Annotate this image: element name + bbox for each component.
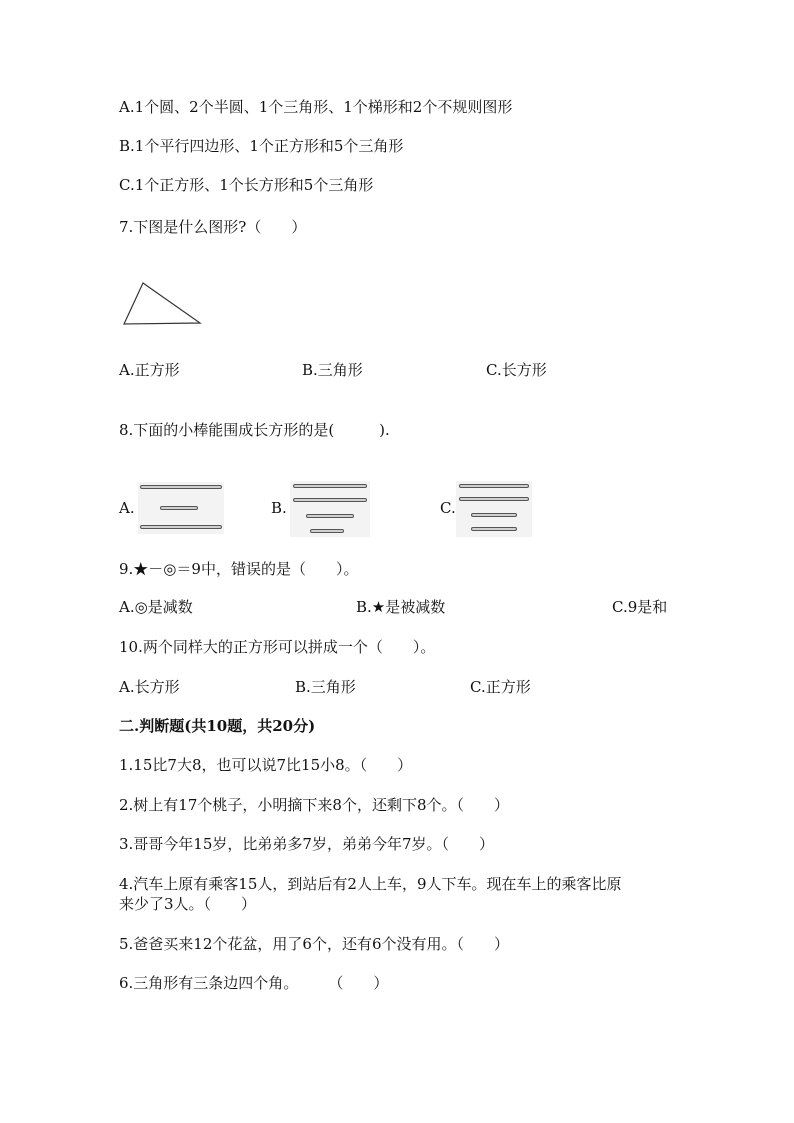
q9-option-b: B.★是被减数 [356, 598, 446, 616]
stick [471, 513, 517, 517]
q8-stem: 8.下面的小棒能围成长方形的是( ). [119, 421, 390, 439]
q7-stem: 7.下图是什么图形?（ ） [119, 218, 307, 236]
q10-option-c: C.正方形 [470, 678, 531, 696]
q9-option-a: A.◎是减数 [119, 598, 193, 616]
judge-item-4-line1: 4.汽车上原有乘客15人，到站后有2人上车，9人下车。现在车上的乘客比原 [119, 875, 622, 893]
sticks-group-c [456, 481, 532, 537]
stick [310, 529, 344, 533]
triangle-figure [118, 278, 208, 330]
q9-stem: 9.★－◎＝9中，错误的是（ ）。 [119, 560, 359, 578]
q7-option-a: A.正方形 [119, 361, 180, 379]
q8-label-a: A. [119, 499, 135, 517]
q7-option-b: B.三角形 [302, 361, 363, 379]
judge-item-2: 2.树上有17个桃子，小明摘下来8个，还剩下8个。（ ） [119, 796, 509, 814]
stick [293, 484, 367, 488]
stick [306, 514, 354, 518]
stick [140, 485, 222, 489]
q10-stem: 10.两个同样大的正方形可以拼成一个（ ）。 [119, 638, 436, 656]
stick [459, 484, 529, 488]
judge-item-5: 5.爸爸买来12个花盆，用了6个，还有6个没有用。（ ） [119, 935, 509, 953]
q6-option-b: B.1个平行四边形、1个正方形和5个三角形 [119, 137, 404, 155]
q6-option-c: C.1个正方形、1个长方形和5个三角形 [119, 176, 374, 194]
q7-option-c: C.长方形 [486, 361, 547, 379]
q10-option-a: A.长方形 [119, 678, 180, 696]
q10-option-b: B.三角形 [295, 678, 356, 696]
stick [140, 525, 222, 529]
q8-label-b: B. [271, 499, 287, 517]
q6-option-a: A.1个圆、2个半圆、1个三角形、1个梯形和2个不规则图形 [119, 98, 513, 116]
stick [471, 527, 517, 531]
q9-option-c: C.9是和 [612, 598, 668, 616]
sticks-group-b [290, 481, 370, 537]
judge-item-6: 6.三角形有三条边四个角。 （ ） [119, 974, 389, 992]
q8-label-c: C. [440, 499, 456, 517]
judge-item-4-line2: 来少了3人。（ ） [119, 895, 257, 913]
sticks-group-a [138, 482, 224, 534]
judge-item-1: 1.15比7大8，也可以说7比15小8。（ ） [119, 756, 413, 774]
stick [160, 506, 198, 510]
judge-item-3: 3.哥哥今年15岁，比弟弟多7岁，弟弟今年7岁。（ ） [119, 835, 494, 853]
stick [459, 497, 529, 501]
section-title: 二.判断题(共10题，共20分) [119, 717, 316, 735]
stick [293, 498, 367, 502]
